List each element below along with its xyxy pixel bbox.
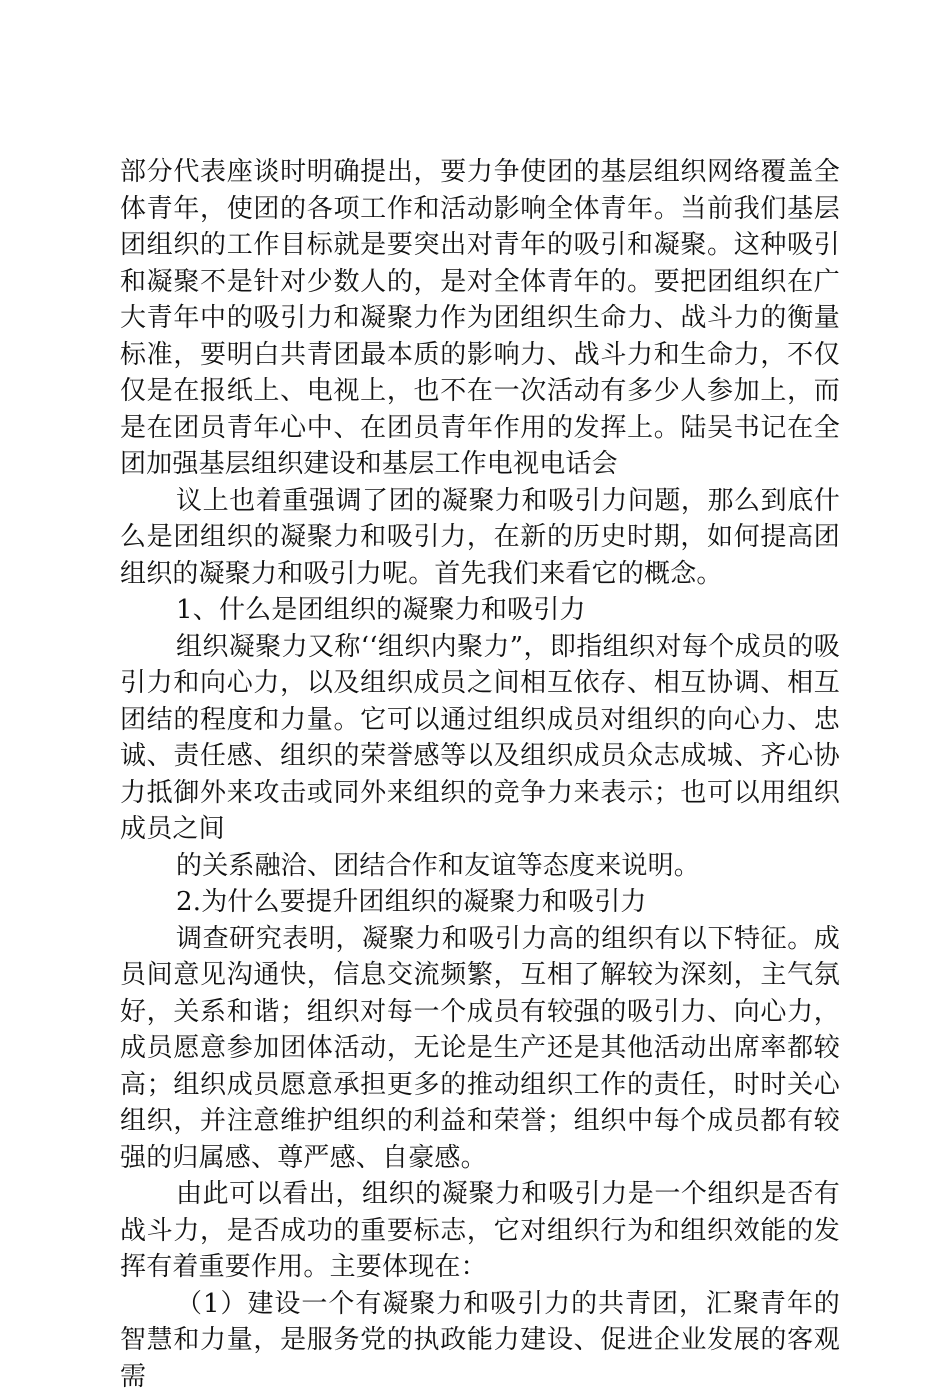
paragraph-3: 组织凝聚力又称‘‘组织内聚力”，即指组织对每个成员的吸引力和向心力，以及组织成员之间相互依存、相互协调、相互团结的程度和力量。它可以通过组织成员对组织的向心力、忠诚、责任感、组织的荣誉感等以及组织成员众志成城、齐心协力抵御外来攻击或同外来组织的竞争力来表示；也可以用组织成员之间 <box>120 629 840 848</box>
paragraph-5: 调查研究表明，凝聚力和吸引力高的组织有以下特征。成员间意见沟通快，信息交流频繁，互相了解较为深刻，主气氛好，关系和谐；组织对每一个成员有较强的吸引力、向心力，成员愿意参加团体活动，无论是生产还是其他活动出席率都较高；组织成员愿意承担更多的推动组织工作的责任，时时关心组织，并注意维护组织的利益和荣誉；组织中每个成员都有较强的归属感、尊严感、自豪感。 <box>120 921 840 1177</box>
paragraph-7: （1）建设一个有凝聚力和吸引力的共青团，汇聚青年的智慧和力量，是服务党的执政能力建设、促进企业发展的客观需 <box>120 1286 840 1395</box>
paragraph-6: 由此可以看出，组织的凝聚力和吸引力是一个组织是否有战斗力，是否成功的重要标志，它对组织行为和组织效能的发挥有着重要作用。主要体现在： <box>120 1176 840 1286</box>
section-heading-1: 1、什么是团组织的凝聚力和吸引力 <box>120 592 840 629</box>
paragraph-4: 的关系融洽、团结合作和友谊等态度来说明。 <box>120 848 840 885</box>
paragraph-2: 议上也着重强调了团的凝聚力和吸引力问题，那么到底什么是团组织的凝聚力和吸引力，在新的历史时期，如何提高团组织的凝聚力和吸引力呢。首先我们来看它的概念。 <box>120 483 840 593</box>
document-body <box>120 154 840 1395</box>
section-heading-2: 2.为什么要提升团组织的凝聚力和吸引力 <box>120 884 840 921</box>
paragraph-1: 部分代表座谈时明确提出，要力争使团的基层组织网络覆盖全体青年，使团的各项工作和活动影响全体青年。当前我们基层团组织的工作目标就是要突出对青年的吸引和凝聚。这种吸引和凝聚不是针对少数人的，是对全体青年的。要把团组织在广大青年中的吸引力和凝聚力作为团组织生命力、战斗力的衡量标准，要明白共青团最本质的影响力、战斗力和生命力，不仅仅是在报纸上、电视上，也不在一次活动有多少人参加上，而是在团员青年心中、在团员青年作用的发挥上。陆吴书记在全团加强基层组织建设和基层工作电视电话会 <box>120 154 840 483</box>
